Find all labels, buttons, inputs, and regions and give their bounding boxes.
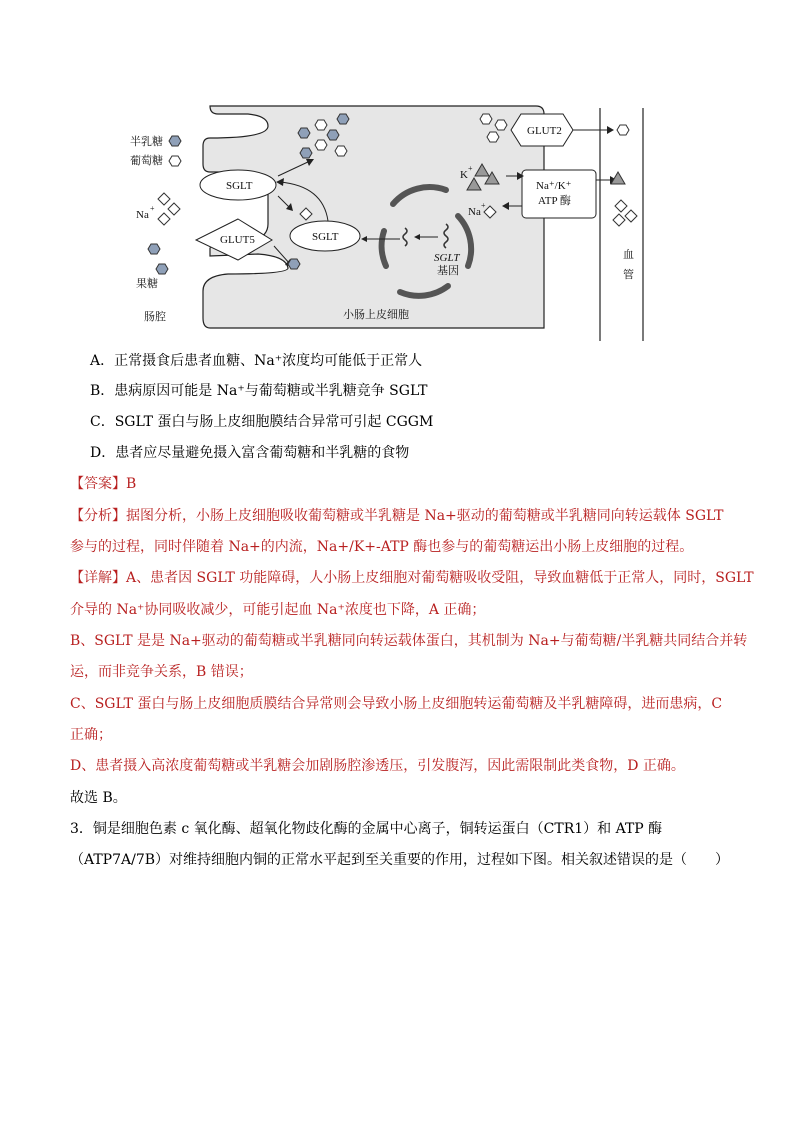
conclusion-line: 故选 B。	[70, 790, 127, 806]
analysis-line-2: 参与的过程，同时伴随着 Na+的内流，Na+/K+-ATP 酶也参与的葡萄糖运出小肠上皮细胞的过程。	[70, 539, 694, 555]
glut5-label: GLUT5	[220, 234, 255, 246]
detail-line-6: 正确；	[70, 727, 112, 743]
lumen-label: 肠腔	[144, 311, 166, 323]
na-k-atpase	[522, 170, 596, 218]
intestinal-transport-diagram	[118, 96, 644, 346]
detail-line-7: D、患者摄入高浓度葡萄糖或半乳糖会加剧肠腔渗透压，引发腹泻，因此需限制此类食物，D 正确。	[70, 758, 685, 774]
pump-label-2: ATP 酶	[538, 195, 571, 207]
vessel-label-1: 血	[623, 249, 634, 261]
gene-label-2: 基因	[437, 265, 459, 277]
gene-label-1: SGLT	[434, 252, 460, 264]
na-right-label: Na	[468, 206, 481, 218]
question3-line-1: 3．铜是细胞色素 c 氧化酶、超氧化物歧化酶的金属中心离子，铜转运蛋白（CTR1）和 ATP 酶	[70, 821, 663, 837]
detail-line-4: 运，而非竞争关系，B 错误；	[70, 664, 253, 680]
detail-line-1: 【详解】A、患者因 SGLT 功能障碍，人小肠上皮细胞对葡萄糖吸收受阻，导致血糖低于正常人，同时，SGLT	[70, 570, 754, 586]
pump-label-1: Na⁺/K⁺	[536, 180, 572, 192]
question3-line-2: （ATP7A/7B）对维持细胞内铜的正常水平起到至关重要的作用，过程如下图。相关叙述错误的是（ ）	[70, 852, 730, 868]
galactose-label: 半乳糖	[130, 136, 163, 148]
detail-line-2: 介导的 Na⁺协同吸收减少，可能引起血 Na⁺浓度也下降，A 正确；	[70, 602, 486, 618]
option-a: A．正常摄食后患者血糖、Na⁺浓度均可能低于正常人	[90, 353, 423, 369]
glut2-label: GLUT2	[527, 125, 562, 137]
detail-line-5: C、SGLT 蛋白与肠上皮细胞质膜结合异常则会导致小肠上皮细胞转运葡萄糖及半乳糖障碍，进而患病，C	[70, 696, 723, 712]
option-c: C．SGLT 蛋白与肠上皮细胞膜结合异常可引起 CGGM	[90, 414, 434, 430]
glucose-label: 葡萄糖	[130, 155, 163, 167]
k-ion-label: K	[460, 169, 468, 181]
sglt-lower-label: SGLT	[312, 231, 339, 243]
answer-line: 【答案】B	[70, 476, 137, 492]
k-ion-plus: +	[468, 164, 473, 173]
analysis-line-1: 【分析】据图分析，小肠上皮细胞吸收葡萄糖或半乳糖是 Na+驱动的葡萄糖或半乳糖同向转运载体 SGLT	[70, 508, 724, 524]
na-right-plus: +	[481, 201, 486, 210]
na-ion-label: Na	[136, 209, 149, 221]
detail-line-3: B、SGLT 是是 Na+驱动的葡萄糖或半乳糖同向转运载体蛋白，其机制为 Na+与葡萄糖/半乳糖共同结合并转	[70, 633, 748, 649]
vessel-label-2: 管	[623, 269, 634, 281]
option-b: B．患病原因可能是 Na⁺与葡萄糖或半乳糖竞争 SGLT	[90, 383, 428, 399]
cell-label: 小肠上皮细胞	[343, 309, 409, 321]
fructose-label: 果糖	[136, 278, 158, 290]
na-ion-plus: +	[150, 204, 155, 213]
sglt-upper-label: SGLT	[226, 180, 253, 192]
option-d: D．患者应尽量避免摄入富含葡萄糖和半乳糖的食物	[90, 445, 410, 461]
